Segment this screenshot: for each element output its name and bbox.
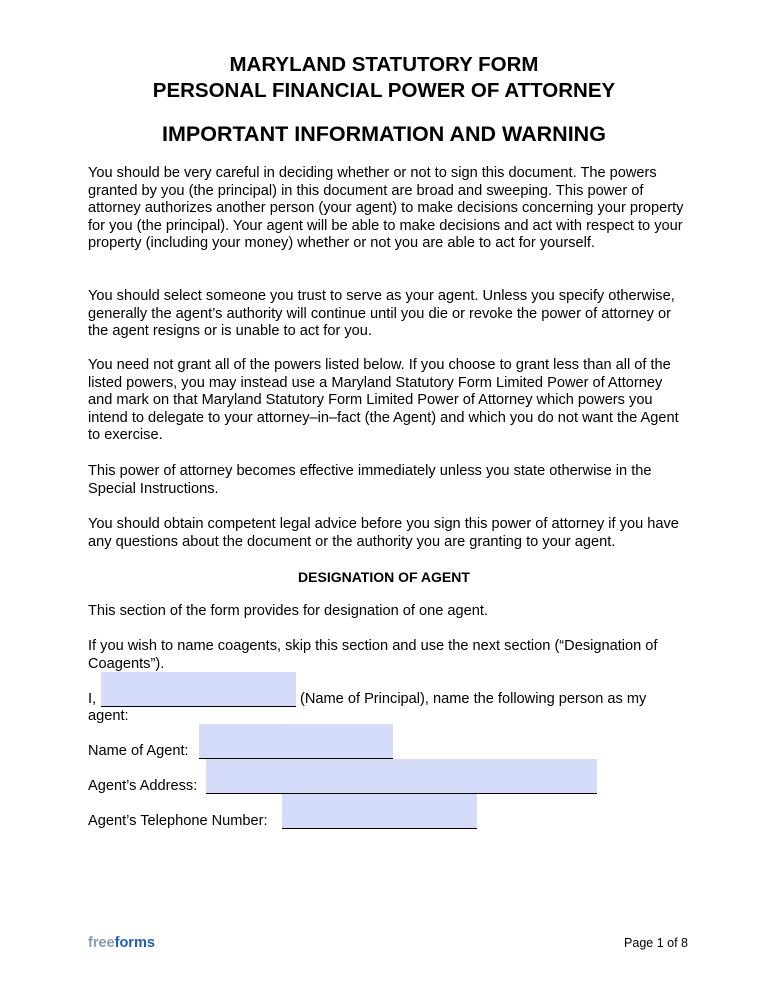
principal-name-field[interactable]	[101, 672, 296, 707]
designation-heading: DESIGNATION OF AGENT	[298, 569, 470, 585]
form-title-line2: PERSONAL FINANCIAL POWER OF ATTORNEY	[152, 79, 616, 102]
warning-heading: IMPORTANT INFORMATION AND WARNING	[162, 122, 606, 146]
warning-paragraph-3: You need not grant all of the powers listed below. If you choose to grant less than all of the listed powers, you may instead use a Maryland Statutory Form Limited Power of Attorney and mark on that Maryland Statutory Form Limited Power of Attorney which powers you intend to delegate to your attorney–in–fact (the Agent) and which you do not want the Agent to exercise.	[88, 357, 679, 444]
logo-free-text: free	[88, 935, 115, 951]
agent-address-field[interactable]	[206, 759, 597, 794]
page-number: Page 1 of 8	[624, 936, 688, 950]
warning-paragraph-4: This power of attorney becomes effective immediately unless you state otherwise in the Special Instructions.	[88, 463, 652, 497]
agent-phone-label: Agent’s Telephone Number:	[88, 813, 268, 829]
principal-suffix: (Name of Principal), name the following person as my	[300, 691, 647, 707]
warning-paragraph-1: You should be very careful in deciding whether or not to sign this document. The powers granted by you (the principal) in this document are broad and sweeping. This power of attorney authorizes another person (your agent) to make decisions concerning your property for you (the principal). Your agent will be able to make decisions and act with respect to your property (including your money) whether or not you are able to act for yourself.	[88, 165, 684, 252]
agent-name-label: Name of Agent:	[88, 743, 189, 759]
agent-name-field[interactable]	[199, 724, 393, 759]
form-title-line1: MARYLAND STATUTORY FORM	[229, 53, 539, 76]
agent-address-label: Agent’s Address:	[88, 778, 198, 794]
freeforms-logo	[88, 935, 155, 951]
principal-prefix: I,	[88, 691, 97, 707]
principal-suffix-line2: agent:	[88, 708, 129, 724]
coagents-note: If you wish to name coagents, skip this section and use the next section (“Designation of Coagents”).	[88, 638, 658, 672]
warning-paragraph-5: You should obtain competent legal advice before you sign this power of attorney if you have any questions about the document or the authority you are granting to your agent.	[88, 516, 679, 550]
designation-intro: This section of the form provides for designation of one agent.	[88, 603, 488, 619]
logo-forms-text: forms	[114, 935, 155, 951]
warning-paragraph-2: You should select someone you trust to serve as your agent. Unless you specify otherwise, generally the agent’s authority will continue until you die or revoke the power of attorney or the agent resigns or is unable to act for you.	[88, 288, 675, 340]
agent-phone-field[interactable]	[282, 794, 477, 829]
